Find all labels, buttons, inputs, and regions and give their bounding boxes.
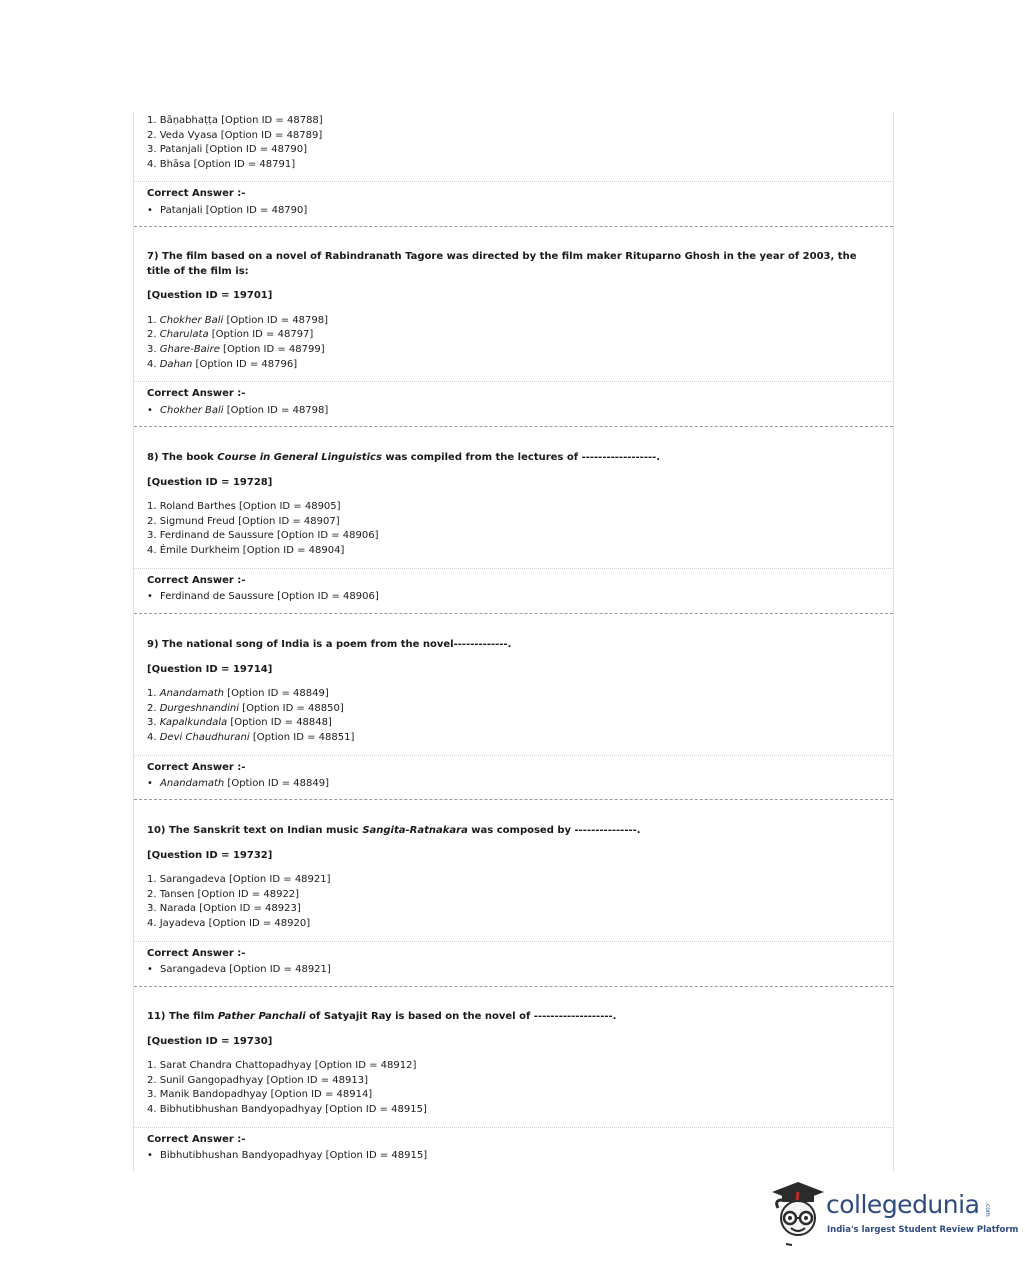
logo-tagline: India's largest Student Review Platform xyxy=(827,1225,1019,1235)
question-9 xyxy=(134,638,893,792)
options-list xyxy=(134,1059,893,1117)
correct-answer: • Sarangadeva [Option ID = 48921] xyxy=(147,964,331,976)
option: 3. Ghare-Baire [Option ID = 48799] xyxy=(147,343,325,355)
option: 3. Kapalkundala [Option ID = 48848] xyxy=(147,717,332,729)
options-list xyxy=(134,873,893,931)
question-id: [Question ID = 19730] xyxy=(147,1035,273,1047)
correct-answer-label: Correct Answer :- xyxy=(147,574,246,586)
option: 1. Chokher Bali [Option ID = 48798] xyxy=(147,314,329,326)
option: 1. Roland Barthes [Option ID = 48905] xyxy=(147,501,341,513)
question-divider xyxy=(134,799,893,800)
correct-answer: • Patanjali [Option ID = 48790] xyxy=(147,204,308,216)
question-11 xyxy=(134,1010,893,1164)
option: 4. Bibhutibhushan Bandyopadhyay [Option ID = 48915] xyxy=(147,1103,427,1115)
option: 4. Dahan [Option ID = 48796] xyxy=(147,358,298,370)
correct-answer-label: Correct Answer :- xyxy=(147,1133,246,1145)
question-divider xyxy=(134,426,893,427)
question-text: 11) The film Pather Panchali of Satyajit Ray is based on the novel of -------------------. xyxy=(147,1011,617,1022)
collegedunia-logo xyxy=(766,1178,1019,1248)
options-list xyxy=(134,112,893,172)
question-id: [Question ID = 19714] xyxy=(147,663,273,675)
option: 4. Jayadeva [Option ID = 48920] xyxy=(147,917,311,929)
question-text: 9) The national song of India is a poem from the novel-------------. xyxy=(147,639,512,650)
question-divider xyxy=(134,613,893,614)
option: 2. Sigmund Freud [Option ID = 48907] xyxy=(147,515,340,527)
correct-answer: • Ferdinand de Saussure [Option ID = 48906] xyxy=(147,591,379,603)
options-list xyxy=(134,687,893,745)
option: 1. Bāṇabhaṭṭa [Option ID = 48788] xyxy=(147,115,323,126)
question-divider xyxy=(134,226,893,227)
option: 4. Devi Chaudhurani [Option ID = 48851] xyxy=(147,731,355,743)
question-7 xyxy=(134,250,893,418)
option: 2. Veda Vyasa [Option ID = 48789] xyxy=(147,129,323,141)
question-id: [Question ID = 19728] xyxy=(147,476,273,488)
correct-answer-label: Correct Answer :- xyxy=(147,188,246,200)
options-list xyxy=(134,314,893,372)
option: 3. Narada [Option ID = 48923] xyxy=(147,903,301,915)
option: 2. Charulata [Option ID = 48797] xyxy=(147,329,314,341)
option: 1. Anandamath [Option ID = 48849] xyxy=(147,688,329,700)
question-paper xyxy=(133,112,894,1172)
option: 2. Tansen [Option ID = 48922] xyxy=(147,888,300,900)
correct-answer-label: Correct Answer :- xyxy=(147,388,246,400)
logo-wordmark: collegedunia xyxy=(826,1190,980,1219)
options-list xyxy=(134,500,893,558)
correct-answer-label: Correct Answer :- xyxy=(147,947,246,959)
mascot-icon xyxy=(766,1178,826,1248)
option: 2. Durgeshnandini [Option ID = 48850] xyxy=(147,702,344,714)
question-id: [Question ID = 19701] xyxy=(147,290,273,302)
correct-answer: • Anandamath [Option ID = 48849] xyxy=(147,778,329,790)
correct-answer-label: Correct Answer :- xyxy=(147,761,246,773)
option: 4. Bhāsa [Option ID = 48791] xyxy=(147,158,296,170)
question-10 xyxy=(134,824,893,978)
option: 1. Sarangadeva [Option ID = 48921] xyxy=(147,874,331,886)
correct-answer: • Chokher Bali [Option ID = 48798] xyxy=(147,404,329,416)
question-id: [Question ID = 19732] xyxy=(147,849,273,861)
option: 3. Patanjali [Option ID = 48790] xyxy=(147,144,308,156)
question-text: 10) The Sanskrit text on Indian music Sangita-Ratnakara was composed by ---------------. xyxy=(147,825,641,836)
correct-answer: • Bibhutibhushan Bandyopadhyay [Option ID = 48915] xyxy=(147,1150,428,1162)
option: 3. Ferdinand de Saussure [Option ID = 48906] xyxy=(147,530,379,542)
question-6 xyxy=(134,112,893,219)
option: 1. Sarat Chandra Chattopadhyay [Option ID = 48912] xyxy=(147,1060,417,1072)
option: 4. Émile Durkheim [Option ID = 48904] xyxy=(147,544,345,556)
logo-domain: .com xyxy=(984,1202,991,1217)
question-divider xyxy=(134,986,893,987)
question-text: 8) The book Course in General Linguistics was compiled from the lectures of ------------------. xyxy=(147,452,661,463)
question-text: 7) The film based on a novel of Rabindranath Tagore was directed by the film maker Rituparno Ghosh in the year of 2003, the title of the film is: xyxy=(147,251,857,277)
option: 3. Manik Bandopadhyay [Option ID = 48914] xyxy=(147,1089,373,1101)
question-8 xyxy=(134,451,893,605)
option: 2. Sunil Gangopadhyay [Option ID = 48913] xyxy=(147,1074,369,1086)
